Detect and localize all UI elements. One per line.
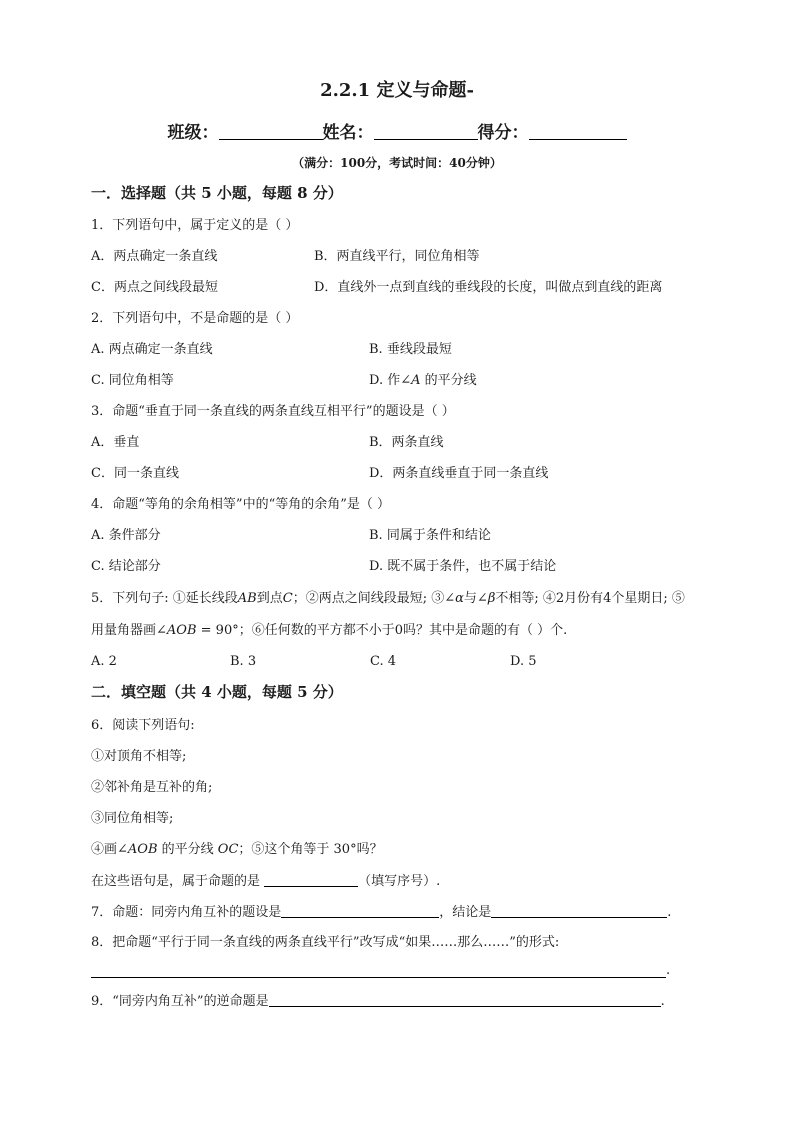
page-title: 2.2.1 定义与命题- bbox=[320, 80, 474, 101]
q6-statement-1: ①对顶角不相等; bbox=[91, 749, 187, 764]
q2-d-post: 的平分线 bbox=[420, 373, 477, 388]
q3-stem: 3．命题“垂直于同一条直线的两条直线互相平行”的题设是（ ） bbox=[91, 404, 455, 419]
q1-option-a: A．两点确定一条直线 bbox=[91, 249, 218, 264]
score-label: 得分： bbox=[477, 123, 529, 143]
section2-heading: 二．填空题（共 4 小题，每题 5 分） bbox=[91, 683, 343, 701]
q5-stem-line2 bbox=[91, 622, 567, 640]
q6-s4-v2: OC bbox=[217, 842, 239, 857]
q6-statement-2: ②邻补角是互补的角; bbox=[91, 780, 213, 795]
q2-stem: 2．下列语句中，不是命题的是（ ） bbox=[91, 311, 299, 326]
name-label: 姓名： bbox=[322, 123, 374, 143]
q7-line bbox=[91, 903, 671, 922]
q8-stem: 8．把命题“平行于同一条直线的两条直线平行”改写成“如果……那么……”的形式: bbox=[91, 935, 560, 950]
q4-option-b: B. 同属于条件和结论 bbox=[369, 528, 491, 543]
q8-end-period: . bbox=[666, 963, 671, 978]
q5-l2-v1: AOB bbox=[166, 623, 197, 638]
q5-t2: 到点 bbox=[256, 591, 283, 606]
q5-option-b: B. 3 bbox=[230, 654, 257, 669]
q5-t5: 不相等; ④2月份有4个星期日; ⑤ bbox=[495, 591, 685, 606]
q1-option-d: D．直线外一点到直线的垂线段的长度，叫做点到直线的距离 bbox=[314, 280, 663, 295]
q3-option-b: B．两条直线 bbox=[369, 435, 444, 450]
q5-v2: C bbox=[282, 591, 293, 606]
q2-option-d bbox=[369, 372, 477, 390]
q3-option-a: A．垂直 bbox=[91, 435, 140, 450]
q6-s4-v1: AOB bbox=[127, 842, 158, 857]
class-blank[interactable] bbox=[219, 123, 323, 140]
q9-t2: . bbox=[660, 994, 665, 1009]
section1-heading: 一．选择题（共 5 小题，每题 8 分） bbox=[91, 184, 343, 202]
q2-option-b: B. 垂线段最短 bbox=[369, 342, 452, 357]
q8-answer-line[interactable] bbox=[91, 977, 666, 978]
q2-d-pre: D. 作∠ bbox=[369, 373, 412, 388]
q5-t1: 5．下列句子: ①延长线段 bbox=[91, 591, 238, 606]
q5-v1: AB bbox=[237, 591, 257, 606]
q1-option-b: B．两直线平行，同位角相等 bbox=[314, 249, 480, 264]
q5-stem-line1 bbox=[91, 590, 685, 608]
q2-d-var: A bbox=[411, 373, 421, 388]
q5-v4: β bbox=[487, 591, 496, 606]
exam-subtitle: （满分：100分，考试时间：40分钟） bbox=[292, 156, 502, 170]
q6-s4-pre: ④画∠ bbox=[91, 842, 128, 857]
q7-t2: ，结论是 bbox=[439, 905, 492, 920]
q6-statement-4 bbox=[91, 841, 383, 859]
q7-t1: 7．命题：同旁内角互补的题设是 bbox=[91, 905, 282, 920]
q7-premise-blank[interactable] bbox=[281, 903, 439, 918]
q6-ask-pre: 在这些语句是，属于命题的是 bbox=[91, 874, 265, 889]
q5-option-d: D. 5 bbox=[510, 654, 537, 669]
q6-stem: 6．阅读下列语句: bbox=[91, 718, 195, 733]
q7-t3: . bbox=[667, 905, 672, 920]
q2-option-a: A. 两点确定一条直线 bbox=[91, 342, 213, 357]
q6-answer-blank[interactable] bbox=[264, 872, 358, 887]
q7-conclusion-blank[interactable] bbox=[491, 903, 667, 918]
q3-option-d: D．两条直线垂直于同一条直线 bbox=[369, 466, 549, 481]
student-info-line bbox=[0, 118, 794, 143]
q5-t4: 与∠ bbox=[463, 591, 488, 606]
q5-l2-t1: 用量角器画∠ bbox=[91, 623, 167, 638]
q5-option-a: A. 2 bbox=[91, 654, 117, 669]
q2-option-c: C. 同位角相等 bbox=[91, 373, 174, 388]
q5-t3: ；②两点之间线段最短; ③∠ bbox=[292, 591, 456, 606]
q3-option-c: C．同一条直线 bbox=[91, 466, 179, 481]
q6-s4-post: ；⑤这个角等于 30°吗？ bbox=[238, 842, 383, 857]
name-blank[interactable] bbox=[374, 123, 478, 140]
q6-question bbox=[91, 872, 440, 891]
q1-stem: 1．下列语句中，属于定义的是（ ） bbox=[91, 218, 299, 233]
q4-stem: 4．命题“等角的余角相等”中的“等角的余角”是（ ） bbox=[91, 497, 390, 512]
class-label: 班级： bbox=[167, 123, 219, 143]
q4-option-d: D. 既不属于条件，也不属于结论 bbox=[369, 559, 557, 574]
q4-option-a: A. 条件部分 bbox=[91, 528, 161, 543]
q1-option-c: C．两点之间线段最短 bbox=[91, 280, 218, 295]
q9-answer-blank[interactable] bbox=[269, 992, 661, 1007]
q9-line bbox=[91, 992, 665, 1011]
score-blank[interactable] bbox=[529, 123, 627, 140]
q5-option-c: C. 4 bbox=[370, 654, 397, 669]
q5-v3: α bbox=[455, 591, 464, 606]
q6-ask-post: （填写序号）. bbox=[358, 874, 441, 889]
q4-option-c: C. 结论部分 bbox=[91, 559, 161, 574]
q6-s4-mid: 的平分线 bbox=[157, 842, 218, 857]
q9-t1: 9．“同旁内角互补”的逆命题是 bbox=[91, 994, 269, 1009]
q6-statement-3: ③同位角相等; bbox=[91, 811, 174, 826]
q5-l2-t2: = 90°；⑥任何数的平方都不小于0吗？其中是命题的有（ ）个. bbox=[196, 623, 568, 638]
